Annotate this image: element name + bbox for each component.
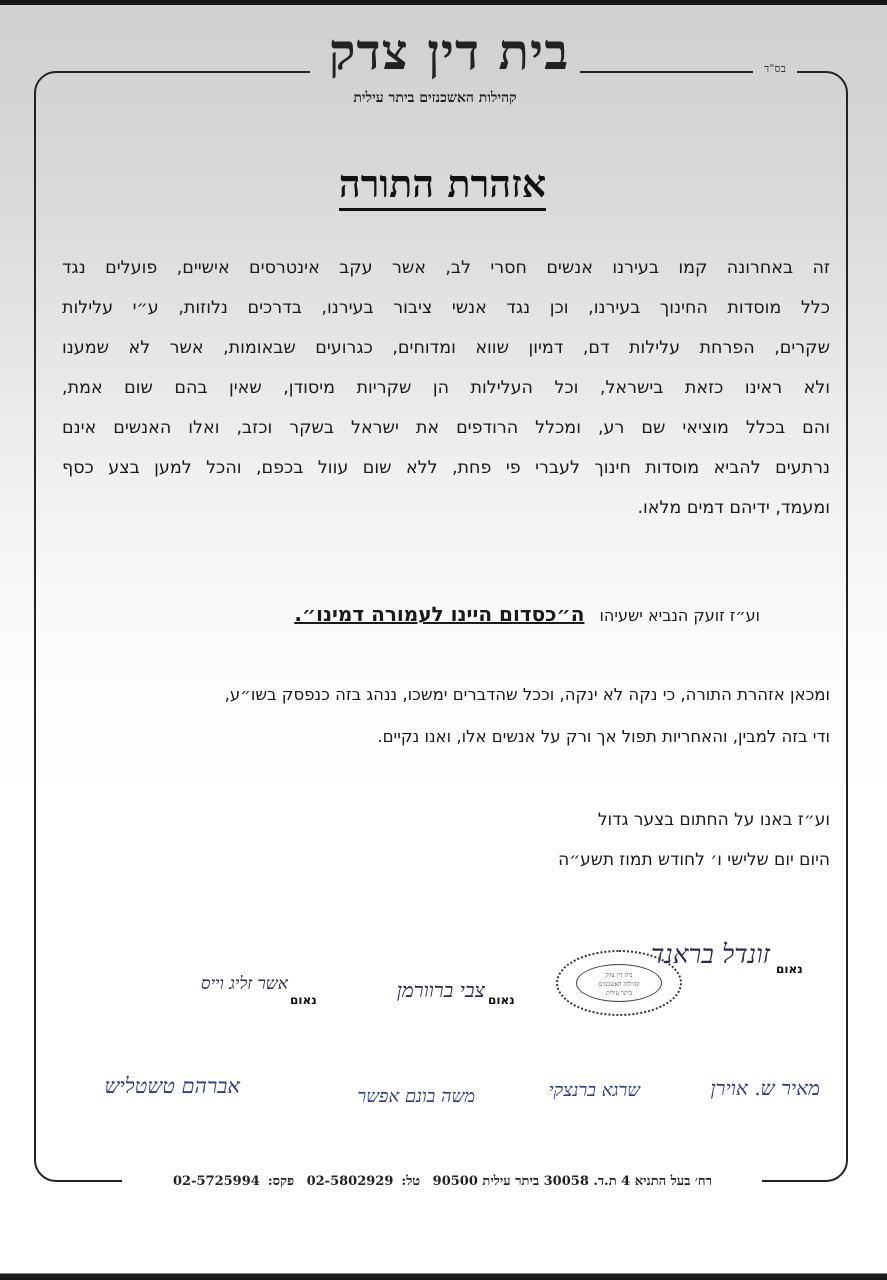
bsd-mark: בס"ד — [764, 62, 786, 75]
signature-handwritten: זונדל בראנד — [651, 940, 770, 970]
paragraph-line: שקרים, הפרחת עלילות דם, דמיון שווא ומדוחים, כגרועים שבאומות, אשר לא שמענו — [62, 338, 830, 358]
seal-line: קהילות האשכנזים — [598, 981, 640, 988]
footer-contact — [120, 1172, 765, 1192]
paragraph-line: ודי בזה למבין, והאחריות תפול אך ורק על אנשים אלו, ואנו נקיים. — [377, 727, 830, 746]
paragraph-line: כלל מוסדות החינוך בעירנו, וכן נגד אנשי ציבור בעירנו, בדרכים נלוזות, ע״י עלילות — [62, 298, 830, 318]
signature-handwritten: מאיר ש. אוירן — [710, 1076, 820, 1100]
paragraph-line: זה באחרונה קמו בעירנו אנשים חסרי לב, אשר עקב אינטרסים אישיים, פועלים נגד — [62, 258, 830, 278]
document-title — [300, 160, 585, 208]
closing-date: היום יום שלישי ו׳ לחודש תמוז תשע״ה — [558, 850, 830, 870]
closing — [62, 800, 830, 880]
signature-handwritten: שרגא ברנצקי — [548, 1080, 640, 1101]
signature-label: נאום — [776, 962, 803, 976]
signature-handwritten: אשר זליג וייס — [200, 974, 288, 994]
footer-address: רח׳ בעל התניא 4 ת.ד. 30058 ביתר עילית 90500 — [432, 1174, 712, 1189]
seal-line: ביתר עילית — [606, 990, 632, 997]
closing-line: וע״ז באנו על החתום בצער גדול — [597, 810, 830, 830]
paragraph-line: והם בכלל מוציאי שם רע, ומכלל הרודפים את ישראל בשקר וכזב, ואלו האנשים אינם — [62, 418, 830, 438]
bottom-bar — [0, 1273, 887, 1280]
letterhead-title: בית דין צדק — [328, 22, 570, 81]
seal-line: בית דין צדק — [605, 972, 633, 979]
footer-fax: 02-5725994 — [173, 1174, 260, 1189]
footer-fax-label: פקס: — [267, 1174, 295, 1189]
quote-intro: וע״ז זועק הנביא ישעיהו — [599, 606, 760, 625]
paragraph-line: ומעמד, ידיהם דמים מלאו. — [637, 498, 830, 518]
paragraph-line: ומכאן אזהרת התורה, כי נקה לא ינקה, וככל שהדברים ימשכו, ננהג בזה כנפסק בשו״ע, — [224, 685, 830, 704]
quote-text: ה״כסדום היינו לעמורה דמינו״. — [294, 602, 585, 626]
paragraph-warning — [62, 674, 830, 758]
footer-phone: 02-5802929 — [306, 1174, 394, 1189]
signature-handwritten: צבי ברוורמן — [396, 978, 485, 1002]
document-title-text: אזהרת התורה — [339, 161, 546, 211]
paragraph-line: ולא ראינו כזאת בישראל, וכל העלילות הן שקריות מיסודן, שאין בהם שום אמת, — [62, 378, 830, 398]
quote-line — [120, 596, 760, 634]
signature-handwritten: משה בונם אפשר — [357, 1086, 475, 1107]
signature-label: נאום — [488, 993, 515, 1007]
footer-phone-label: טל: — [401, 1174, 421, 1189]
letterhead-subtitle: קהילות האשכנזים ביתר עילית — [353, 90, 517, 106]
signature-handwritten: אברהם טשטליש — [104, 1074, 240, 1098]
paragraph-main — [62, 248, 830, 528]
paragraph-line: נרתעים להביא מוסדות חינוך לעברי פי פחת, ללא שום עוול בכפם, והכל למען בצע כסף — [62, 458, 830, 478]
top-status-bar — [0, 0, 887, 5]
signature-label: נאום — [290, 993, 317, 1007]
